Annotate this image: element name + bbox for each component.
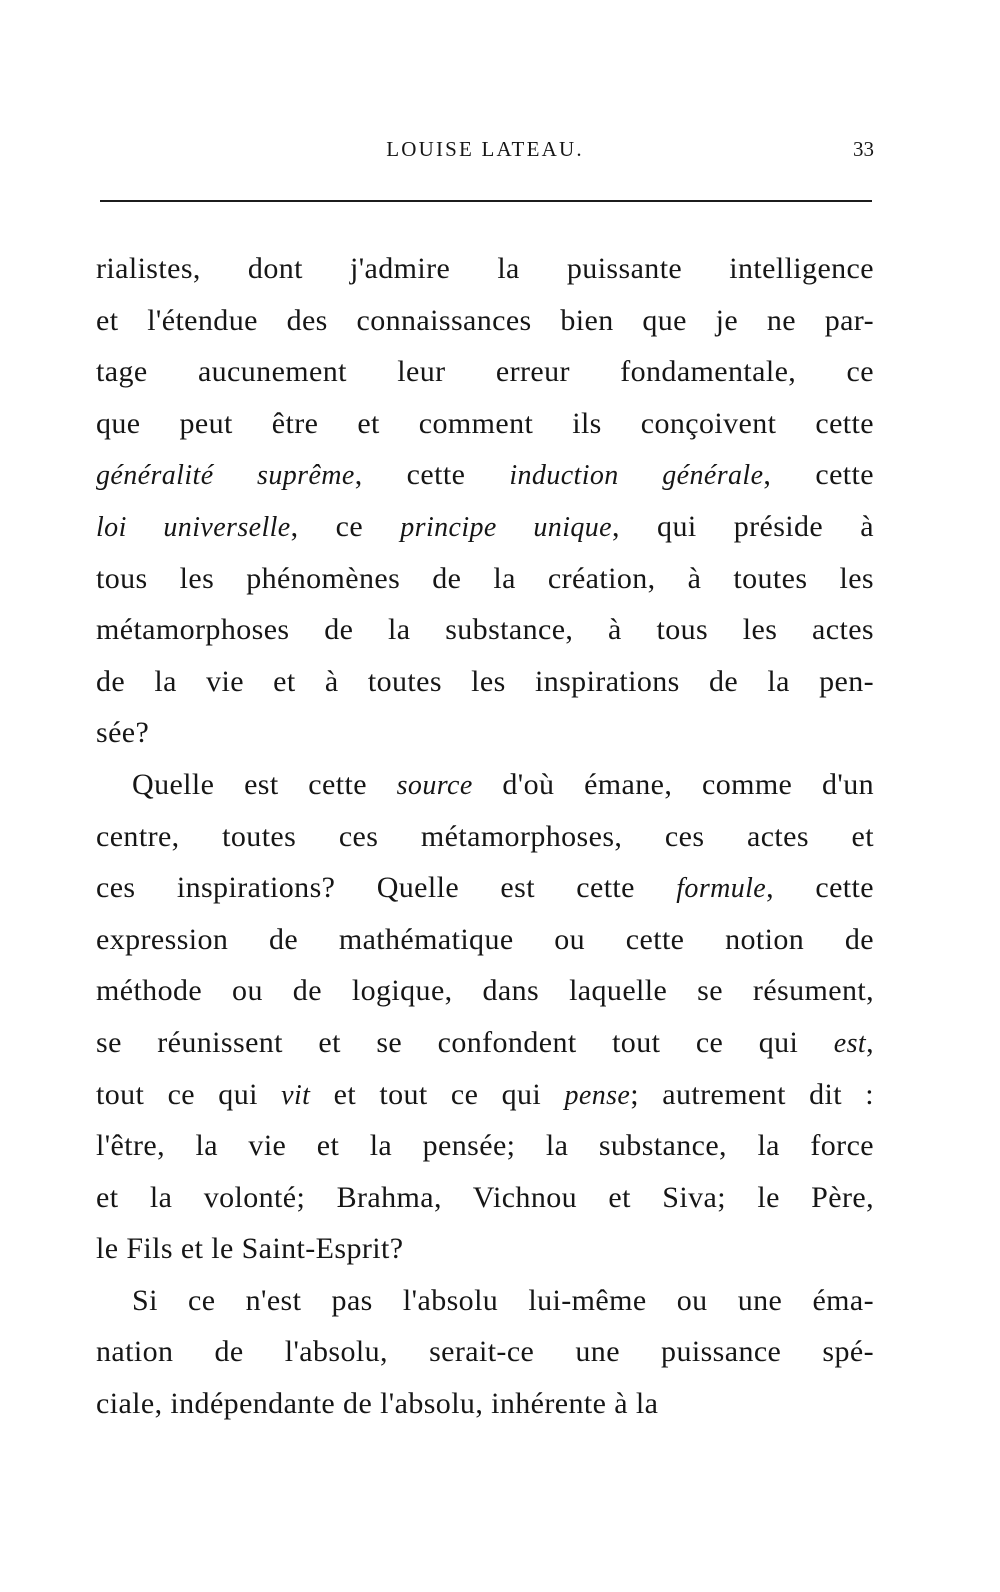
text-segment: nation de l'absolu, serait-ce une puissance spé- [96,1335,874,1369]
text-segment: , cette [354,458,510,492]
text-line [96,656,874,708]
text-segment: et l'étendue des connaissances bien que je ne par- [96,303,874,337]
italic-segment: formule [676,873,767,905]
text-segment: Quelle est cette [132,767,397,801]
text-segment: expression de mathématique ou cette notion de [96,922,874,956]
text-segment: rialistes, dont j'admire la puissante intelligence [96,252,874,285]
text-line [96,449,874,501]
text-segment: tout ce qui [96,1077,282,1111]
text-segment: et la volonté; Brahma, Vichnou et Siva; le Père, [96,1180,874,1214]
text-segment: le Fils et le Saint-Esprit? [96,1232,404,1266]
text-segment: , [866,1025,874,1059]
text-segment: , cette [766,871,874,905]
body-text [96,243,874,1430]
text-line [96,1326,874,1378]
text-line [96,862,874,914]
text-segment: de la vie et à toutes les inspirations de la pen- [96,664,874,698]
text-line [96,346,874,398]
text-segment: d'où émane, comme d'un [472,767,874,801]
text-line [96,1017,874,1069]
text-segment: que peut être et comment ils conçoivent cette [96,406,874,440]
text-line [96,501,874,553]
text-segment: ces inspirations? Quelle est cette [96,871,677,905]
text-line [96,1223,874,1275]
text-segment: et tout ce qui [310,1077,565,1111]
header-rule [100,200,872,202]
text-line [96,707,874,759]
running-title: LOUISE LATEAU. [386,137,584,161]
text-line [96,398,874,450]
text-line [96,1378,874,1430]
text-line [96,1275,874,1327]
text-line [96,811,874,863]
text-segment: métamorphoses de la substance, à tous les actes [96,613,874,647]
text-segment: méthode ou de logique, dans laquelle se résument, [96,974,874,1008]
italic-segment: source [396,769,473,801]
page-number: 33 [853,137,874,161]
italic-segment: loi universelle [96,511,291,543]
text-line [96,295,874,347]
text-segment: Si ce n'est pas l'absolu lui-même ou une éma- [132,1283,874,1317]
text-segment: ciale, indépendante de l'absolu, inhérente à la [96,1387,659,1421]
italic-segment: est [833,1027,867,1059]
text-segment: centre, toutes ces métamorphoses, ces actes et [96,819,874,853]
text-segment: sée? [96,716,150,750]
italic-segment: principe unique [400,511,613,543]
text-line [96,243,874,295]
text-line [96,914,874,966]
text-line [96,1172,874,1224]
text-line [96,604,874,656]
italic-segment: généralité suprême [96,460,355,492]
text-line [96,965,874,1017]
text-segment: tage aucunement leur erreur fondamentale, ce [96,355,874,389]
italic-segment: induction générale [509,460,764,492]
text-segment: tous les phénomènes de la création, à toutes les [96,561,874,595]
text-line [96,553,874,605]
text-segment: , cette [763,458,874,492]
italic-segment: pense [564,1079,631,1111]
text-segment: , qui préside à [612,509,874,543]
running-head [96,134,874,164]
text-segment: ; autrement dit : [630,1077,874,1111]
text-segment: se réunissent et se confondent tout ce qui [96,1025,834,1059]
text-segment: , ce [290,509,401,543]
text-line [96,1120,874,1172]
text-line [96,1069,874,1121]
text-segment: l'être, la vie et la pensée; la substance, la force [96,1129,874,1163]
text-line [96,759,874,811]
italic-segment: vit [281,1079,311,1111]
